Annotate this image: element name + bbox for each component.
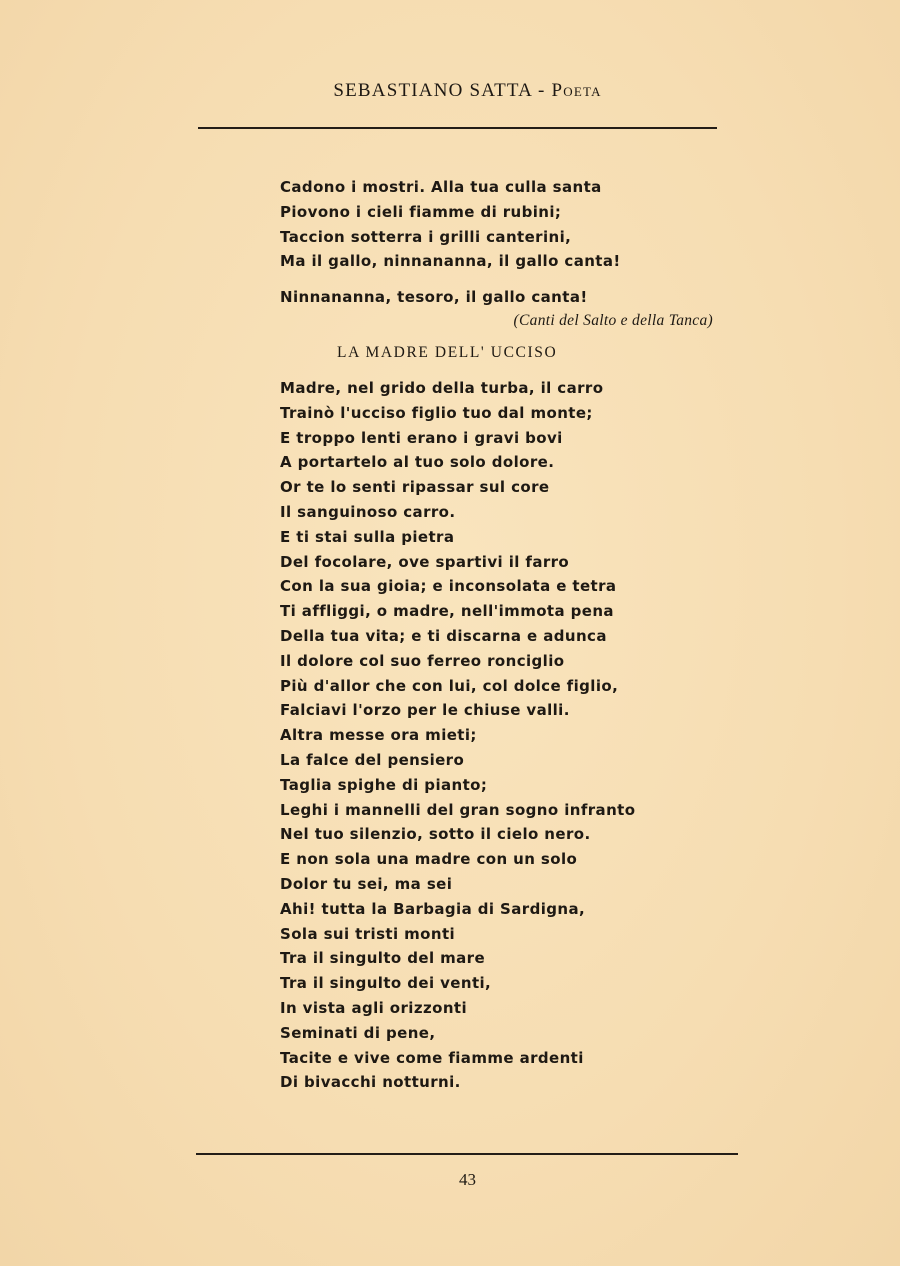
verse-line: Ahi! tutta la Barbagia di Sardigna, — [280, 899, 586, 918]
lullaby-stanza — [280, 175, 621, 274]
verse-line: E troppo lenti erano i gravi bovi — [280, 428, 563, 447]
verse-line: Nel tuo silenzio, sotto il cielo nero. — [280, 825, 591, 844]
verse-line: Tacite e vive come fiamme ardenti — [280, 1048, 584, 1067]
verse-line: Or te lo senti ripassar sul core — [280, 478, 550, 497]
running-head — [0, 80, 900, 102]
page-number: 43 — [459, 1170, 476, 1189]
verse-line: Cadono i mostri. Alla tua culla santa — [280, 178, 602, 196]
bottom-rule — [196, 1153, 738, 1155]
source-citation: (Canti del Salto e della Tanca) — [513, 312, 713, 329]
verse-line: Taccion sotterra i grilli canterini, — [280, 227, 572, 246]
verse-line: E non sola una madre con un solo — [280, 850, 578, 869]
verse-line: Sola sui tristi monti — [280, 924, 456, 943]
verse-line: Della tua vita; e ti discarna e adunca — [280, 626, 607, 645]
verse-line: Seminati di pene, — [280, 1023, 436, 1042]
poem-body — [280, 376, 635, 1095]
top-rule — [198, 127, 717, 129]
lullaby-refrain — [280, 285, 588, 310]
verse-line: Tra il singulto dei venti, — [280, 974, 492, 993]
running-head-author: SEBASTIANO SATTA - — [333, 80, 552, 101]
verse-line: Ma il gallo, ninnananna, il gallo canta! — [280, 252, 621, 271]
poem-title: LA MADRE DELL' UCCISO — [337, 344, 558, 361]
verse-line: Più d'allor che con lui, col dolce figlio, — [280, 676, 619, 695]
verse-line: Del focolare, ove spartivi il farro — [280, 552, 570, 571]
verse-line: Dolor tu sei, ma sei — [280, 874, 453, 893]
verse-line: Altra messe ora mieti; — [280, 726, 477, 745]
verse-line: Falciavi l'orzo per le chiuse valli. — [280, 701, 570, 720]
verse-line: A portartelo al tuo solo dolore. — [280, 453, 555, 472]
verse-line: Ninnananna, tesoro, il gallo canta! — [280, 288, 588, 306]
verse-line: Leghi i mannelli del gran sogno infranto — [280, 800, 636, 819]
verse-line: In vista agli orizzonti — [280, 998, 468, 1017]
verse-line: Il sanguinoso carro. — [280, 502, 456, 521]
verse-line: Trainò l'ucciso figlio tuo dal monte; — [280, 403, 593, 422]
verse-line: Taglia spighe di pianto; — [280, 775, 488, 794]
verse-line: Madre, nel grido della turba, il carro — [280, 379, 604, 397]
verse-line: Piovono i cieli fiamme di rubini; — [280, 202, 562, 221]
verse-line: Di bivacchi notturni. — [280, 1073, 461, 1092]
running-head-role: Poeta — [551, 80, 602, 101]
verse-line: Con la sua gioia; e inconsolata e tetra — [280, 577, 617, 596]
verse-line: Ti affliggi, o madre, nell'immota pena — [280, 602, 614, 621]
verse-line: E ti stai sulla pietra — [280, 527, 455, 546]
verse-line: Tra il singulto del mare — [280, 949, 486, 968]
verse-line: La falce del pensiero — [280, 750, 465, 769]
verse-line: Il dolore col suo ferreo ronciglio — [280, 651, 565, 670]
